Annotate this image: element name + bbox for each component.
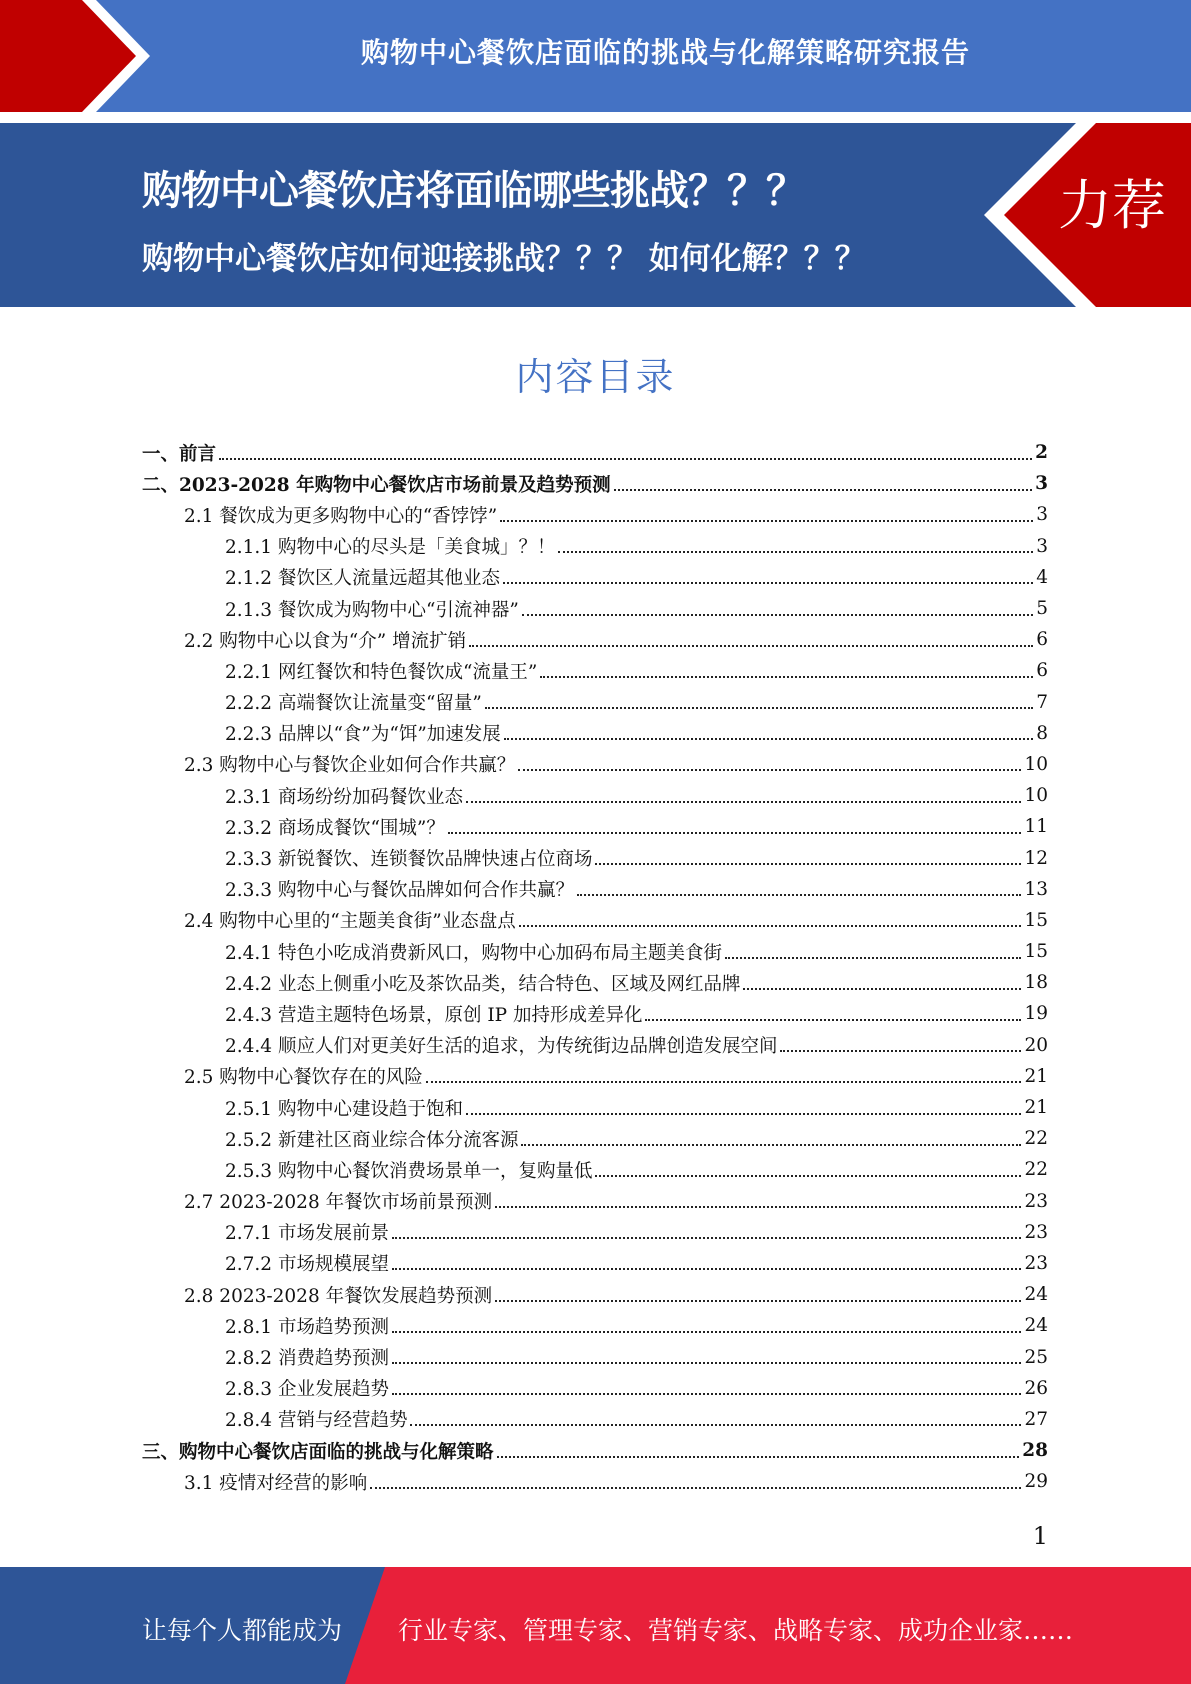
toc-entry[interactable] bbox=[142, 655, 1048, 686]
toc-entry[interactable] bbox=[142, 811, 1048, 842]
toc-dot-leader bbox=[370, 1487, 1021, 1489]
toc-entry-page: 21 bbox=[1024, 1097, 1048, 1119]
toc-dot-leader bbox=[392, 1393, 1021, 1395]
toc-entry[interactable] bbox=[142, 468, 1048, 499]
toc-entry-title: 2.3.1 商场纷纷加码餐饮业态 bbox=[225, 786, 463, 808]
toc-entry-title: 2.5 购物中心餐饮存在的风险 bbox=[184, 1067, 423, 1089]
toc-entry-page: 21 bbox=[1024, 1065, 1048, 1087]
toc-entry-title: 2.3.2 商场成餐饮“围城”？ bbox=[225, 817, 445, 839]
toc-entry-page: 24 bbox=[1024, 1284, 1048, 1306]
toc-entry-title: 2.5.2 新建社区商业综合体分流客源 bbox=[225, 1129, 519, 1151]
toc-dot-leader bbox=[495, 1300, 1021, 1302]
toc-entry[interactable] bbox=[142, 499, 1048, 530]
toc-dot-leader bbox=[466, 1113, 1021, 1115]
toc-entry-page: 3 bbox=[1036, 535, 1048, 557]
toc-entry-page: 10 bbox=[1024, 753, 1048, 775]
toc-entry-page: 13 bbox=[1024, 878, 1048, 900]
footer-banner bbox=[0, 1567, 1191, 1684]
toc-dot-leader bbox=[518, 769, 1021, 771]
toc-entry[interactable] bbox=[142, 905, 1048, 936]
toc-entry[interactable] bbox=[142, 842, 1048, 873]
toc-entry-page: 26 bbox=[1024, 1377, 1048, 1399]
toc-dot-leader bbox=[577, 894, 1021, 896]
toc-entry[interactable] bbox=[142, 874, 1048, 905]
toc-entry[interactable] bbox=[142, 1217, 1048, 1248]
toc-dot-leader bbox=[410, 1424, 1021, 1426]
toc-entry-title: 2.3.3 新锐餐饮、连锁餐饮品牌快速占位商场 bbox=[225, 849, 593, 871]
toc-entry-title: 2.1.1 购物中心的尽头是「美食城」？！ bbox=[225, 537, 556, 559]
toc-entry-title: 2.4.1 特色小吃成消费新风口，购物中心加码布局主题美食街 bbox=[225, 942, 722, 964]
toc-entry-title: 2.7.2 市场规模展望 bbox=[225, 1254, 389, 1276]
toc-dot-leader bbox=[466, 801, 1021, 803]
toc-entry[interactable] bbox=[142, 936, 1048, 967]
toc-entry[interactable] bbox=[142, 687, 1048, 718]
toc-entry-page: 5 bbox=[1036, 598, 1048, 620]
toc-entry-title: 2.4.2 业态上侧重小吃及茶饮品类，结合特色、区域及网红品牌 bbox=[225, 973, 741, 995]
toc-entry-title: 三、购物中心餐饮店面临的挑战与化解策略 bbox=[142, 1441, 494, 1463]
toc-entry-title: 2.2.3 品牌以“食”为“饵”加速发展 bbox=[225, 724, 501, 746]
footer-slogan-right: 行业专家、管理专家、营销专家、战略专家、成功企业家…… bbox=[398, 1616, 1074, 1645]
toc-entry-page: 10 bbox=[1024, 785, 1048, 807]
toc-dot-leader bbox=[392, 1331, 1021, 1333]
toc-entry-page: 11 bbox=[1024, 816, 1048, 838]
toc-entry-title: 2.8.4 营销与经营趋势 bbox=[225, 1410, 408, 1432]
toc-entry-page: 3 bbox=[1035, 473, 1048, 495]
toc-dot-leader bbox=[595, 863, 1021, 865]
report-title: 购物中心餐饮店面临的挑战与化解策略研究报告 bbox=[360, 36, 970, 69]
toc-entry-page: 7 bbox=[1036, 691, 1048, 713]
toc-entry-title: 一、前言 bbox=[142, 443, 217, 465]
toc-dot-leader bbox=[219, 458, 1032, 460]
toc-entry-page: 15 bbox=[1024, 909, 1048, 931]
toc-entry[interactable] bbox=[142, 1061, 1048, 1092]
toc-dot-leader bbox=[743, 988, 1021, 990]
toc-entry-title: 2.4 购物中心里的“主题美食街”业态盘点 bbox=[184, 911, 516, 933]
toc-entry-page: 27 bbox=[1024, 1408, 1048, 1430]
page-number: 1 bbox=[1032, 1522, 1048, 1550]
toc-entry-title: 2.2.1 网红餐饮和特色餐饮成“流量王” bbox=[225, 661, 538, 683]
toc-entry-page: 2 bbox=[1035, 442, 1048, 464]
toc-entry[interactable] bbox=[142, 1435, 1048, 1466]
toc-dot-leader bbox=[503, 582, 1033, 584]
toc-dot-leader bbox=[725, 957, 1021, 959]
toc-entry-page: 12 bbox=[1024, 847, 1048, 869]
toc-dot-leader bbox=[392, 1362, 1021, 1364]
toc-entry-title: 2.8.3 企业发展趋势 bbox=[225, 1379, 389, 1401]
toc-dot-leader bbox=[497, 1456, 1020, 1458]
toc-dot-leader bbox=[392, 1268, 1021, 1270]
toc-title: 内容目录 bbox=[515, 355, 676, 399]
toc-entry-title: 3.1 疫情对经营的影响 bbox=[184, 1472, 368, 1494]
toc-entry-title: 2.5.1 购物中心建设趋于饱和 bbox=[225, 1098, 463, 1120]
toc-entry-page: 24 bbox=[1024, 1315, 1048, 1337]
toc-entry-page: 23 bbox=[1024, 1252, 1048, 1274]
toc-entry[interactable] bbox=[142, 1248, 1048, 1279]
toc-dot-leader bbox=[521, 1144, 1021, 1146]
toc-entry-page: 3 bbox=[1036, 504, 1048, 526]
toc-entry-page: 15 bbox=[1024, 941, 1048, 963]
toc-entry[interactable] bbox=[142, 1279, 1048, 1310]
toc-entry-page: 20 bbox=[1024, 1034, 1048, 1056]
toc-entry[interactable] bbox=[142, 1030, 1048, 1061]
toc-entry-page: 18 bbox=[1024, 972, 1048, 994]
toc-entry[interactable] bbox=[142, 749, 1048, 780]
toc-entry-title: 2.5.3 购物中心餐饮消费场景单一，复购量低 bbox=[225, 1160, 593, 1182]
toc-entry-title: 2.1.3 餐饮成为购物中心“引流神器” bbox=[225, 599, 519, 621]
recommend-tag: 力荐 bbox=[1058, 174, 1166, 237]
toc-entry-title: 2.1 餐饮成为更多购物中心的“香饽饽” bbox=[184, 505, 498, 527]
toc-entry-page: 22 bbox=[1024, 1159, 1048, 1181]
toc-dot-leader bbox=[522, 614, 1033, 616]
toc-entry[interactable] bbox=[142, 1123, 1048, 1154]
toc-dot-leader bbox=[780, 1050, 1021, 1052]
toc-dot-leader bbox=[558, 551, 1033, 553]
footer-slogan-left: 让每个人都能成为 bbox=[142, 1616, 343, 1645]
toc-entry[interactable] bbox=[142, 562, 1048, 593]
toc-dot-leader bbox=[504, 738, 1033, 740]
toc-dot-leader bbox=[426, 1081, 1022, 1083]
toc-dot-leader bbox=[392, 1237, 1021, 1239]
toc-dot-leader bbox=[495, 1206, 1021, 1208]
toc-entry-page: 6 bbox=[1036, 629, 1048, 651]
toc-entry[interactable] bbox=[142, 531, 1048, 562]
red-arrow-shape bbox=[0, 0, 160, 112]
toc-entry-page: 22 bbox=[1024, 1128, 1048, 1150]
question-banner bbox=[0, 123, 1191, 307]
toc-entry-page: 29 bbox=[1024, 1471, 1048, 1493]
toc-dot-leader bbox=[614, 489, 1033, 491]
toc-entry[interactable] bbox=[142, 1154, 1048, 1185]
toc-entry-page: 19 bbox=[1024, 1003, 1048, 1025]
toc-entry[interactable] bbox=[142, 718, 1048, 749]
toc-entry[interactable] bbox=[142, 1310, 1048, 1341]
table-of-contents bbox=[142, 437, 1048, 1497]
toc-entry-title: 2.8 2023-2028 年餐饮发展趋势预测 bbox=[184, 1285, 493, 1307]
toc-entry[interactable] bbox=[142, 624, 1048, 655]
top-banner bbox=[0, 0, 1191, 112]
toc-entry-title: 2.7 2023-2028 年餐饮市场前景预测 bbox=[184, 1192, 493, 1214]
toc-dot-leader bbox=[595, 1175, 1021, 1177]
toc-entry-title: 2.4.4 顺应人们对更美好生活的追求，为传统街边品牌创造发展空间 bbox=[225, 1036, 778, 1058]
toc-entry-page: 23 bbox=[1024, 1221, 1048, 1243]
toc-entry-title: 2.1.2 餐饮区人流量远超其他业态 bbox=[225, 568, 500, 590]
toc-entry[interactable] bbox=[142, 1466, 1048, 1497]
toc-entry-title: 二、2023-2028 年购物中心餐饮店市场前景及趋势预测 bbox=[142, 474, 611, 496]
toc-entry[interactable] bbox=[142, 437, 1048, 468]
toc-entry-page: 28 bbox=[1022, 1440, 1048, 1462]
toc-entry[interactable] bbox=[142, 1186, 1048, 1217]
toc-dot-leader bbox=[645, 1019, 1021, 1021]
toc-entry-title: 2.2 购物中心以食为“介” 增流扩销 bbox=[184, 630, 467, 652]
toc-entry[interactable] bbox=[142, 780, 1048, 811]
toc-entry[interactable] bbox=[142, 1092, 1048, 1123]
toc-entry[interactable] bbox=[142, 1404, 1048, 1435]
toc-entry-title: 2.7.1 市场发展前景 bbox=[225, 1223, 389, 1245]
toc-entry-title: 2.3.3 购物中心与餐饮品牌如何合作共赢？ bbox=[225, 880, 574, 902]
toc-entry-page: 4 bbox=[1036, 566, 1048, 588]
toc-entry[interactable] bbox=[142, 593, 1048, 624]
toc-entry[interactable] bbox=[142, 1373, 1048, 1404]
toc-entry-title: 2.8.1 市场趋势预测 bbox=[225, 1316, 389, 1338]
toc-entry-page: 8 bbox=[1036, 722, 1048, 744]
toc-dot-leader bbox=[469, 645, 1033, 647]
toc-entry-title: 2.8.2 消费趋势预测 bbox=[225, 1348, 389, 1370]
toc-entry[interactable] bbox=[142, 998, 1048, 1029]
toc-entry-page: 23 bbox=[1024, 1190, 1048, 1212]
toc-entry[interactable] bbox=[142, 1341, 1048, 1372]
toc-entry-title: 2.4.3 营造主题特色场景，原创 IP 加持形成差异化 bbox=[225, 1004, 643, 1026]
question-1: 购物中心餐饮店将面临哪些挑战？？？ bbox=[142, 168, 805, 214]
toc-dot-leader bbox=[519, 925, 1022, 927]
toc-entry[interactable] bbox=[142, 967, 1048, 998]
toc-dot-leader bbox=[485, 707, 1033, 709]
toc-dot-leader bbox=[500, 520, 1033, 522]
toc-entry-title: 2.3 购物中心与餐饮企业如何合作共赢？ bbox=[184, 755, 516, 777]
toc-entry-title: 2.2.2 高端餐饮让流量变“留量” bbox=[225, 693, 482, 715]
toc-entry-page: 6 bbox=[1036, 660, 1048, 682]
question-2: 购物中心餐饮店如何迎接挑战？？？ 如何化解？？？ bbox=[142, 241, 866, 277]
toc-dot-leader bbox=[540, 676, 1033, 678]
toc-dot-leader bbox=[448, 832, 1022, 834]
toc-entry-page: 25 bbox=[1024, 1346, 1048, 1368]
